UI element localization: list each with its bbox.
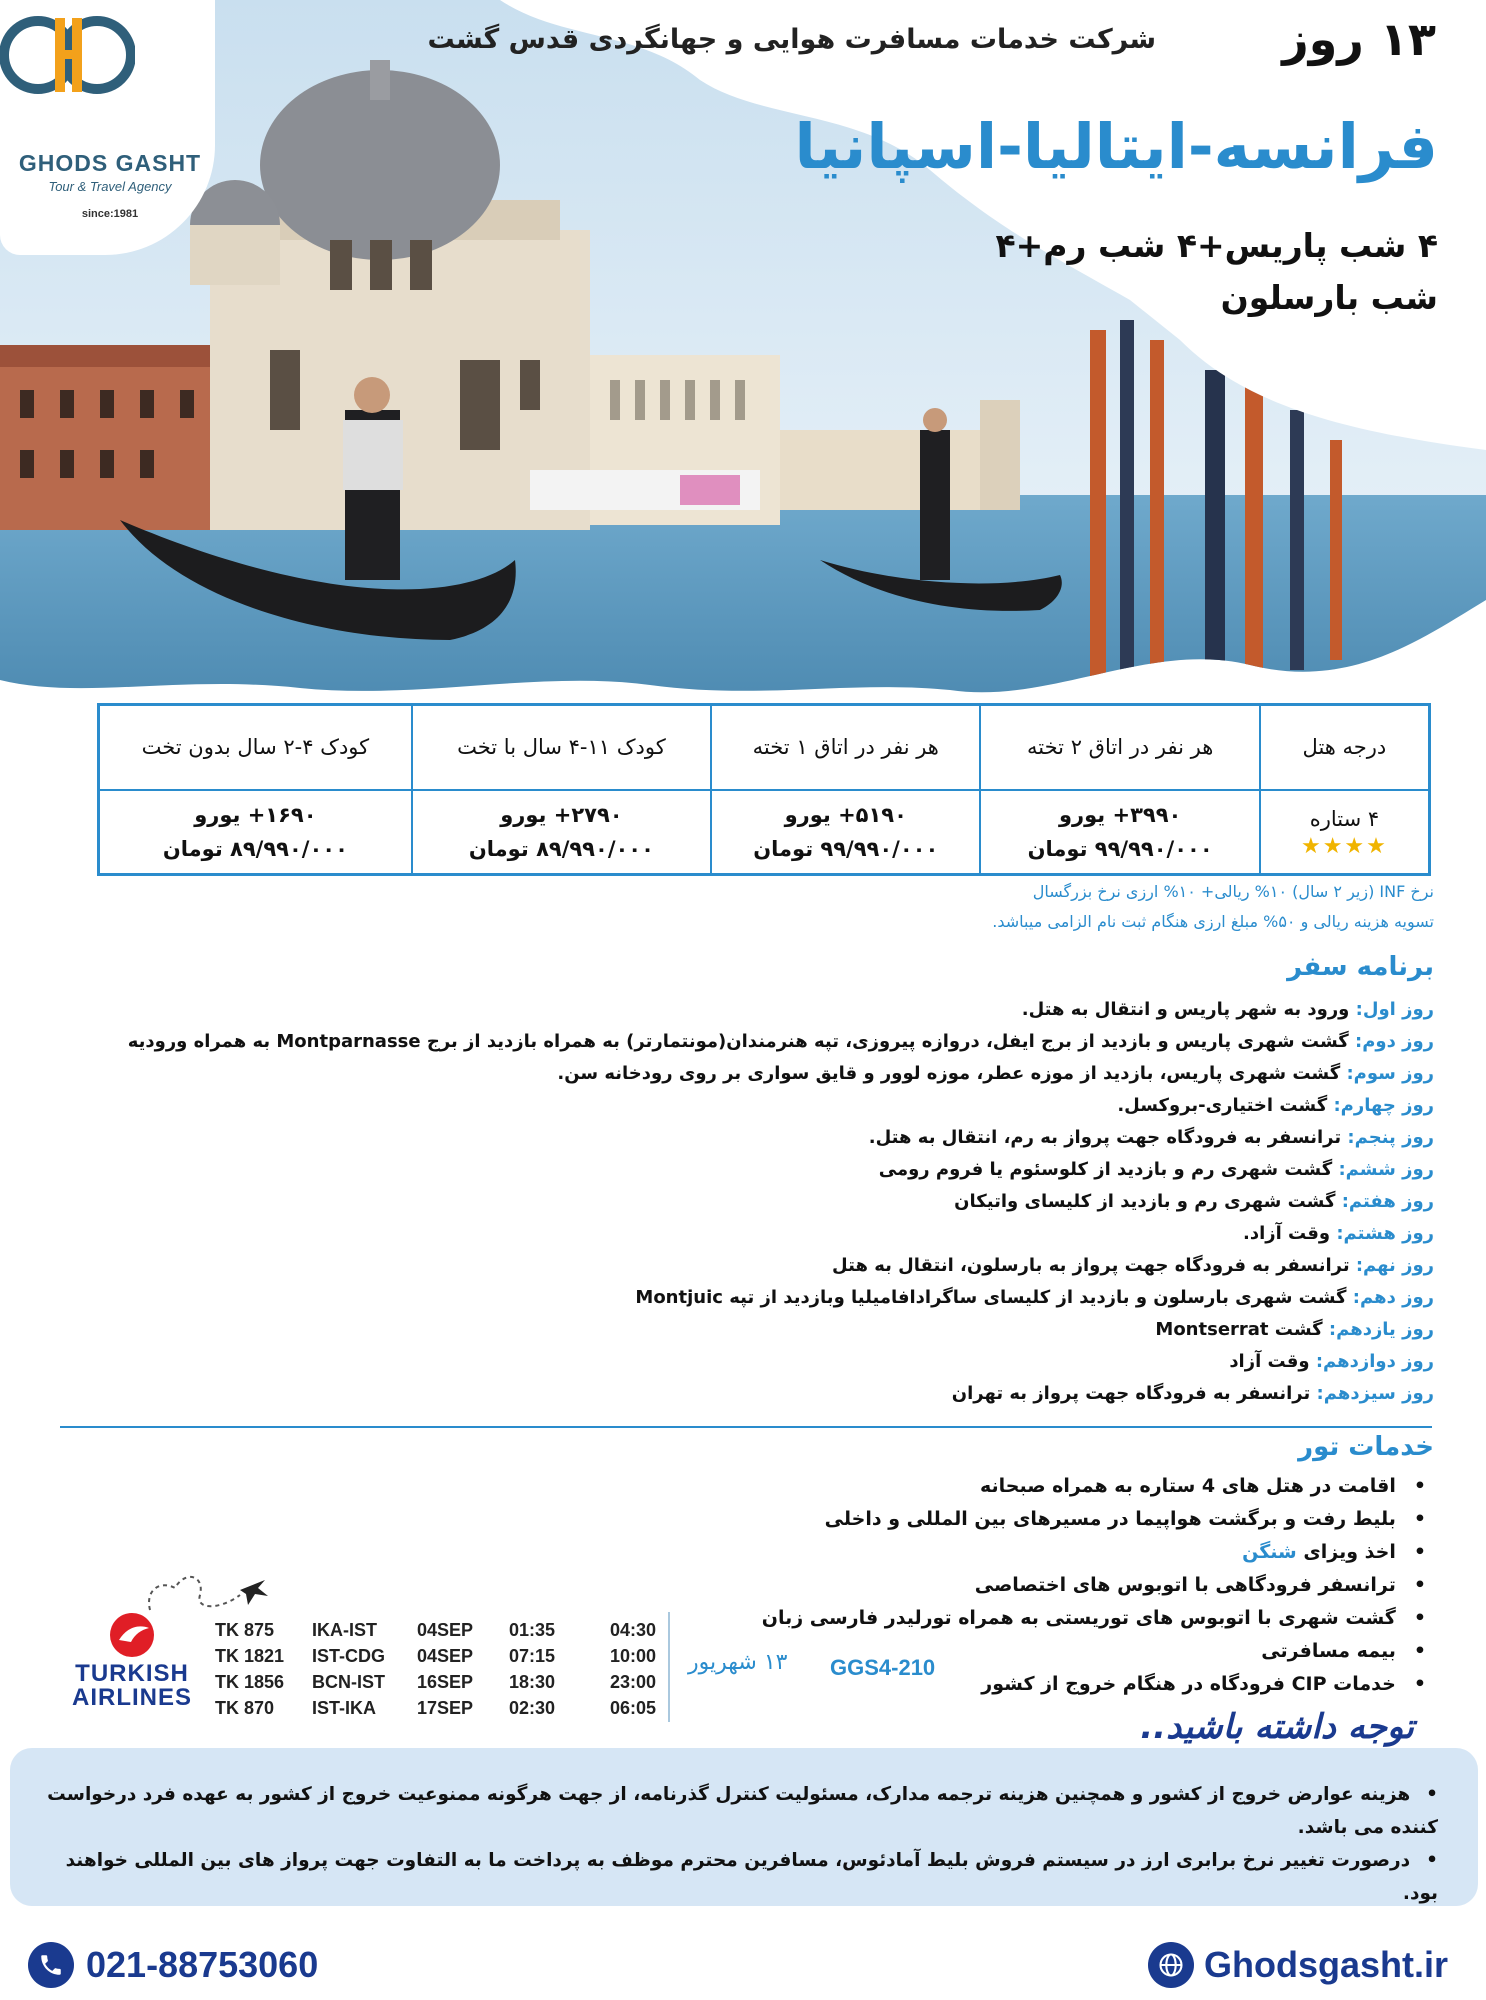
single-price-euro: ۵۱۹۰+ یورو <box>784 802 907 827</box>
route-title: فرانسه-ایتالیا-اسپانیا <box>794 110 1438 183</box>
nights-breakdown: ۴ شب پاریس+۴ شب رم+۴ شب بارسلون <box>995 226 1438 317</box>
list-item: • بیمه مسافرتی <box>646 1635 1426 1668</box>
list-item <box>34 1218 1434 1250</box>
day-label: روز سیزدهم: <box>1316 1383 1434 1404</box>
turkish-airlines-emblem-icon <box>107 1612 157 1658</box>
day-label: روز دهم: <box>1352 1287 1434 1308</box>
flight-schedule <box>215 1617 670 1721</box>
header-single-room: هر نفر در اتاق ۱ تخته <box>711 705 980 790</box>
day-text: وقت آزاد. <box>1243 1223 1337 1244</box>
day-label: روز هشتم: <box>1336 1223 1434 1244</box>
star-rating-icon: ★★★★ <box>1300 833 1388 859</box>
day-text: گشت شهری رم و بازدید از کلیسای واتیکان <box>954 1191 1342 1212</box>
airline-name-line1: TURKISH <box>75 1660 189 1687</box>
plane-path-icon <box>140 1550 270 1620</box>
header-child-no-bed: کودک ۴-۲ سال بدون تخت <box>99 705 412 790</box>
flight-route: IKA-IST <box>312 1619 377 1640</box>
airline-name-line2: AIRLINES <box>71 1684 192 1711</box>
day-label: روز ششم: <box>1338 1159 1434 1180</box>
day-label: روز سوم: <box>1346 1063 1434 1084</box>
day-text: وقت آزاد <box>1229 1351 1316 1372</box>
flight-departure: 07:15 <box>509 1645 556 1666</box>
list-item: • اقامت در هتل های 4 ستاره به همراه صبحانه <box>646 1470 1426 1503</box>
price-table-header-row <box>99 705 1430 790</box>
venice-photo <box>0 0 1486 705</box>
list-item <box>34 1026 1434 1058</box>
price-table <box>97 703 1431 876</box>
flight-number: TK 875 <box>215 1619 275 1640</box>
list-item <box>34 1058 1434 1090</box>
list-item: • هزینه عوارض خروج از کشور و همچنین هزینه ترجمه مدارک، مسئولیت کنترل گذرنامه، از جهت هرگونه ممنوعیت خروج از کشور به عهده فرد درخواست کننده می باشد. <box>38 1778 1438 1844</box>
flight-departure: 02:30 <box>509 1697 556 1718</box>
visa-text: اخذ ویزای <box>1303 1541 1396 1563</box>
website-link[interactable]: Ghodsgasht.ir <box>1203 1944 1448 1985</box>
child-bed-price <box>412 790 711 875</box>
double-price-euro: ۳۹۹۰+ یورو <box>1058 802 1182 827</box>
list-item <box>34 1154 1434 1186</box>
list-item <box>34 994 1434 1026</box>
logo-since: since:1981 <box>81 208 139 220</box>
table-row <box>215 1617 670 1643</box>
child-bed-price-toman: ۸۹/۹۹۰/۰۰۰ تومان <box>468 836 654 861</box>
list-item <box>34 1314 1434 1346</box>
table-row <box>215 1669 670 1695</box>
day-label: روز دوم: <box>1355 1031 1434 1052</box>
company-logo <box>0 0 215 255</box>
table-row <box>215 1643 670 1669</box>
flight-arrival: 23:00 <box>610 1671 657 1692</box>
flight-date: 17SEP <box>417 1697 474 1718</box>
services-title: خدمات تور <box>1298 1432 1434 1462</box>
single-price-toman: ۹۹/۹۹۰/۰۰۰ تومان <box>753 836 939 861</box>
day-text: گشت Montserrat <box>1155 1319 1329 1340</box>
flight-arrival: 06:05 <box>610 1697 657 1718</box>
day-label: روز اول: <box>1355 999 1434 1020</box>
itinerary-title: برنامه سفر <box>1287 952 1434 982</box>
itinerary-list <box>34 994 1434 1410</box>
day-text: ترانسفر به فرودگاه جهت پرواز به تهران <box>951 1383 1317 1404</box>
visa-highlight: شنگن <box>1242 1541 1297 1563</box>
day-text: ترانسفر به فرودگاه جهت پرواز به رم، انتقال به هتل. <box>868 1127 1348 1148</box>
phone-number[interactable]: 021-88753060 <box>86 1944 319 1985</box>
day-text: گشت شهری رم و بازدید از کلوسئوم یا فروم رومی <box>878 1159 1339 1180</box>
child-nobed-price-euro: ۱۶۹۰+ یورو <box>194 802 317 827</box>
tour-duration: ۱۳ روز <box>1282 12 1436 66</box>
header-hotel-grade: درجه هتل <box>1260 705 1430 790</box>
day-text: گشت شهری بارسلون و بازدید از کلیسای ساگرادافامیلیا وبازدید از تپه Montjuic <box>635 1287 1353 1308</box>
tour-code: GGS4-210 <box>830 1655 936 1680</box>
hero-banner <box>0 0 1486 705</box>
header-child-with-bed: کودک ۱۱-۴ سال با تخت <box>412 705 711 790</box>
flight-date: 04SEP <box>417 1619 474 1640</box>
day-label: روز هفتم: <box>1341 1191 1434 1212</box>
flight-route: IST-IKA <box>312 1697 377 1718</box>
flight-number: TK 1856 <box>215 1671 285 1692</box>
day-label: روز یازدهم: <box>1328 1319 1434 1340</box>
list-item: • بلیط رفت و برگشت هواپیما در مسیرهای بین المللی و داخلی <box>646 1503 1426 1536</box>
day-text: گشت شهری پاریس، بازدید از موزه عطر، موزه لوور و قایق سواری بر روی رودخانه سن. <box>557 1063 1347 1084</box>
list-item <box>34 1090 1434 1122</box>
day-label: روز پنجم: <box>1347 1127 1434 1148</box>
day-label: روز دوازدهم: <box>1315 1351 1434 1372</box>
flight-departure: 18:30 <box>509 1671 556 1692</box>
ghd-monogram-icon <box>0 0 135 110</box>
settlement-note: تسویه هزینه ریالی و ۵۰% مبلغ ارزی هنگام ثبت نام الزامی میباشد. <box>992 912 1434 931</box>
turkish-airlines-logo <box>68 1612 196 1710</box>
phone-icon <box>28 1942 74 1988</box>
price-table-row <box>99 790 1430 875</box>
flight-route: IST-CDG <box>312 1645 386 1666</box>
footer-phone[interactable] <box>28 1942 318 1988</box>
list-item <box>34 1186 1434 1218</box>
flight-number: TK 870 <box>215 1697 275 1718</box>
flight-route: BCN-IST <box>312 1671 385 1692</box>
section-divider <box>60 1426 1432 1428</box>
list-item: • گشت شهری با اتوبوس های توریستی به همراه تورلیدر فارسی زبان <box>646 1602 1426 1635</box>
hotel-grade-cell <box>1260 790 1430 875</box>
child-nobed-price <box>99 790 412 875</box>
list-item <box>34 1378 1434 1410</box>
flight-number: TK 1821 <box>215 1645 285 1666</box>
flight-arrival: 04:30 <box>610 1619 657 1640</box>
day-text: ورود به شهر پاریس و انتقال به هتل. <box>1021 999 1356 1020</box>
flight-arrival: 10:00 <box>610 1645 657 1666</box>
list-item <box>34 1122 1434 1154</box>
logo-subtitle: Tour & Travel Agency <box>48 179 172 194</box>
attention-title: توجه داشته باشید.. <box>1140 1707 1414 1747</box>
list-item: • درصورت تغییر نرخ برابری ارز در سیستم فروش بلیط آمادئوس، مسافرین محترم موظف به پرداخت ما به التفاوت جهت پرواز های بین المللی خواهند بود. <box>38 1844 1438 1910</box>
flight-date: 16SEP <box>417 1671 474 1692</box>
flight-date: 04SEP <box>417 1645 474 1666</box>
tour-date: ۱۳ شهریور <box>688 1650 788 1675</box>
flight-departure: 01:35 <box>509 1619 556 1640</box>
double-room-price <box>980 790 1259 875</box>
company-name: شرکت خدمات مسافرت هوایی و جهانگردی قدس گشت <box>427 24 1156 55</box>
day-label: روز نهم: <box>1355 1255 1434 1276</box>
header-double-room: هر نفر در اتاق ۲ تخته <box>980 705 1259 790</box>
list-item: • ترانسفر فرودگاهی با اتوبوس های اختصاصی <box>646 1569 1426 1602</box>
list-item <box>34 1250 1434 1282</box>
single-room-price <box>711 790 980 875</box>
day-label: روز چهارم: <box>1333 1095 1434 1116</box>
day-text: گشت شهری پاریس و بازدید از برج ایفل، دروازه پیروزی، تپه هنرمندان(مونتمارتر) به همراه بازدید از برج Montparnasse به همراه ورودیه <box>127 1031 1355 1052</box>
list-item: • خدمات CIP فرودگاه در هنگام خروج از کشور <box>646 1668 1426 1701</box>
hotel-grade-label: ۴ ستاره <box>1309 806 1380 831</box>
attention-panel <box>10 1748 1478 1906</box>
list-item <box>34 1282 1434 1314</box>
day-text: گشت اختیاری-بروکسل. <box>1117 1095 1334 1116</box>
list-item <box>34 1346 1434 1378</box>
day-text: ترانسفر به فرودگاه جهت پرواز به بارسلون، انتقال به هتل <box>832 1255 1356 1276</box>
inf-note: نرخ INF (زیر ۲ سال) ۱۰% ریالی+ ۱۰% ارزی نرخ بزرگسال <box>1032 882 1434 901</box>
globe-icon <box>1148 1942 1194 1988</box>
list-item <box>646 1536 1426 1569</box>
child-bed-price-euro: ۲۷۹۰+ یورو <box>500 802 623 827</box>
footer-website[interactable] <box>1148 1942 1448 1988</box>
double-price-toman: ۹۹/۹۹۰/۰۰۰ تومان <box>1027 836 1213 861</box>
logo-name: GHODS GASHT <box>18 150 202 176</box>
child-nobed-price-toman: ۸۹/۹۹۰/۰۰۰ تومان <box>162 836 348 861</box>
table-row <box>215 1695 670 1721</box>
